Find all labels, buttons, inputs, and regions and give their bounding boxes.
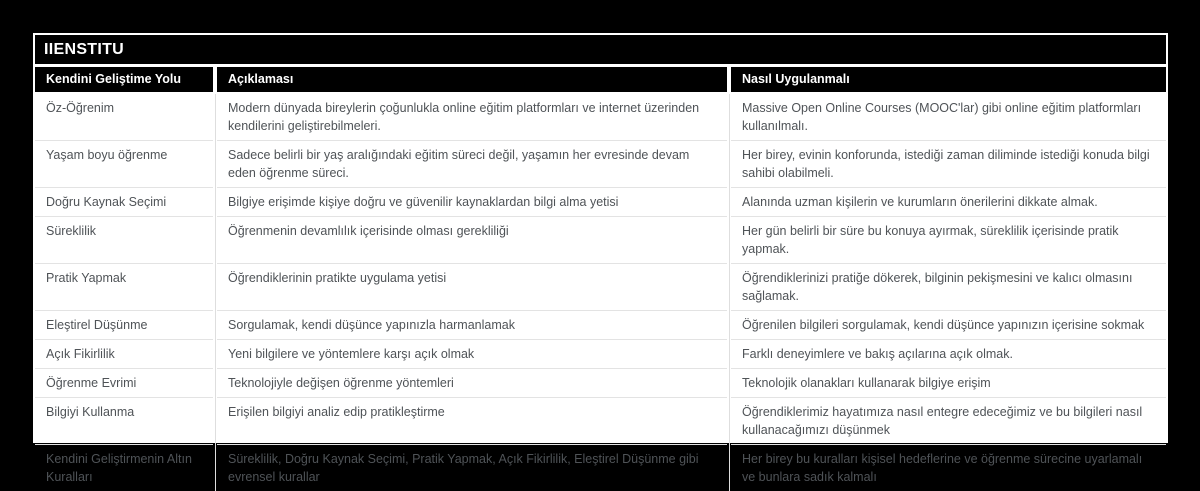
table-row: [35, 339, 1166, 368]
column-divider: [215, 94, 216, 491]
cell-application: Her gün belirli bir süre bu konuya ayırmak, süreklilik içerisinde pratik yapmak.: [731, 216, 1166, 263]
cell-development-path: Öz-Öğrenim: [35, 94, 213, 140]
table-row: [35, 368, 1166, 397]
column-header-development-path: Kendini Geliştime Yolu: [35, 67, 213, 92]
cell-development-path: Eleştirel Düşünme: [35, 310, 213, 339]
cell-development-path: Kendini Geliştirmenin Altın Kuralları: [35, 444, 213, 491]
cell-description: Erişilen bilgiyi analiz edip pratikleştirme: [217, 397, 727, 444]
cell-development-path: Açık Fikirlilik: [35, 339, 213, 368]
cell-development-path: Öğrenme Evrimi: [35, 368, 213, 397]
cell-description: Öğrendiklerinin pratikte uygulama yetisi: [217, 263, 727, 310]
cell-application: Alanında uzman kişilerin ve kurumların önerilerini dikkate almak.: [731, 187, 1166, 216]
table-row: [35, 187, 1166, 216]
cell-application: Öğrendiklerimiz hayatımıza nasıl entegre edeceğimiz ve bu bilgileri nasıl kullanacağımızı düşünmek: [731, 397, 1166, 444]
cell-development-path: Bilgiyi Kullanma: [35, 397, 213, 444]
cell-development-path: Doğru Kaynak Seçimi: [35, 187, 213, 216]
cell-application: Her birey, evinin konforunda, istediği zaman diliminde istediği konuda bilgi sahibi olabilmeli.: [731, 140, 1166, 187]
cell-application: Teknolojik olanakları kullanarak bilgiye erişim: [731, 368, 1166, 397]
table-card: [33, 33, 1168, 443]
table-row: [35, 397, 1166, 444]
cell-development-path: Yaşam boyu öğrenme: [35, 140, 213, 187]
page-title: IIENSTITU: [35, 35, 1166, 64]
cell-description: Öğrenmenin devamlılık içerisinde olması gerekliliği: [217, 216, 727, 263]
cell-application: Farklı deneyimlere ve bakış açılarına açık olmak.: [731, 339, 1166, 368]
cell-description: Teknolojiyle değişen öğrenme yöntemleri: [217, 368, 727, 397]
table-row: [35, 140, 1166, 187]
cell-application: Öğrenilen bilgileri sorgulamak, kendi düşünce yapınızın içerisine sokmak: [731, 310, 1166, 339]
cell-description: Süreklilik, Doğru Kaynak Seçimi, Pratik Yapmak, Açık Fikirlilik, Eleştirel Düşünme gibi evrensel kurallar: [217, 444, 727, 491]
column-header-description: Açıklaması: [217, 67, 727, 92]
table-row: [35, 94, 1166, 140]
table-row: [35, 263, 1166, 310]
table-row: [35, 216, 1166, 263]
cell-description: Bilgiye erişimde kişiye doğru ve güvenilir kaynaklardan bilgi alma yetisi: [217, 187, 727, 216]
cell-application: Öğrendiklerinizi pratiğe dökerek, bilginin pekişmesini ve kalıcı olmasını sağlamak.: [731, 263, 1166, 310]
cell-application: Her birey bu kuralları kişisel hedeflerine ve öğrenme sürecine uyarlamalı ve bunlara sadık kalmalı: [731, 444, 1166, 491]
cell-description: Yeni bilgilere ve yöntemlere karşı açık olmak: [217, 339, 727, 368]
cell-application: Massive Open Online Courses (MOOC'lar) gibi online eğitim platformları kullanılmalı.: [731, 94, 1166, 140]
cell-development-path: Pratik Yapmak: [35, 263, 213, 310]
column-divider: [729, 94, 730, 491]
cell-description: Sadece belirli bir yaş aralığındaki eğitim süreci değil, yaşamın her evresinde devam eden öğrenme süreci.: [217, 140, 727, 187]
column-header-application: Nasıl Uygulanmalı: [731, 67, 1166, 92]
table-body: [35, 94, 1166, 491]
cell-description: Modern dünyada bireylerin çoğunlukla online eğitim platformları ve internet üzerinden kendilerini geliştirebilmeleri.: [217, 94, 727, 140]
cell-description: Sorgulamak, kendi düşünce yapınızla harmanlamak: [217, 310, 727, 339]
table-header-row: [35, 67, 1166, 92]
table-row: [35, 444, 1166, 491]
table-row: [35, 310, 1166, 339]
cell-development-path: Süreklilik: [35, 216, 213, 263]
